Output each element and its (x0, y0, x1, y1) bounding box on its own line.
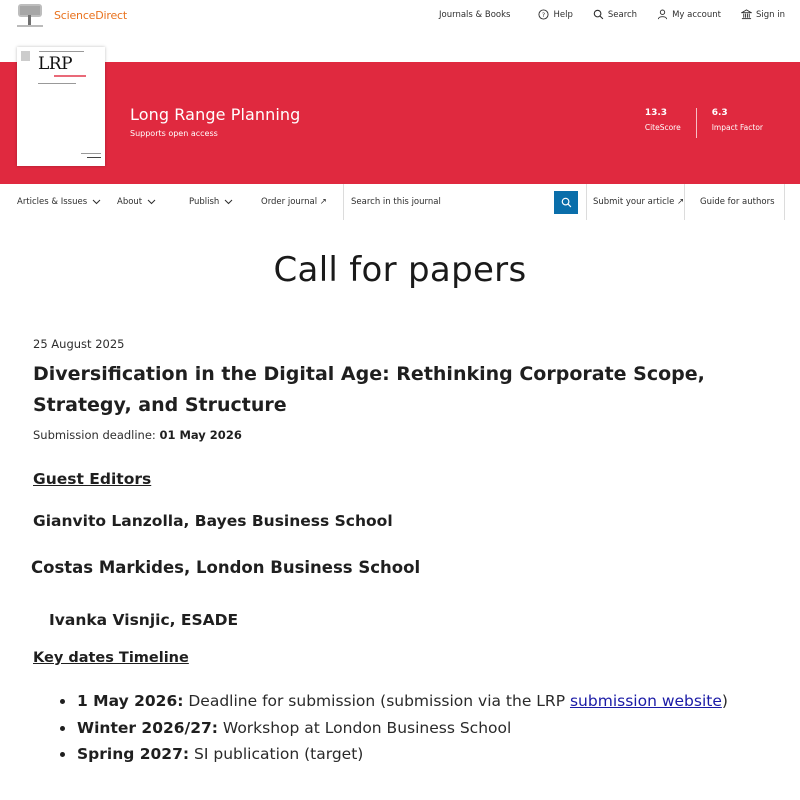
timeline-text-end: ) (721, 692, 728, 710)
citescore-value: 13.3 (644, 108, 668, 118)
cover-line (87, 157, 101, 158)
my-account-link[interactable] (657, 9, 721, 20)
timeline-item (60, 715, 728, 742)
sign-in-link[interactable] (741, 9, 785, 20)
guide-for-authors-label: Guide for authors (700, 197, 775, 207)
submission-website-link[interactable]: submission website (569, 692, 722, 710)
nav-divider (784, 184, 785, 220)
elsevier-tree-icon (16, 3, 44, 28)
journal-title[interactable]: Long Range Planning (130, 105, 301, 124)
search-icon (561, 197, 572, 208)
journals-books-link[interactable] (439, 10, 510, 20)
citescore-label: CiteScore (644, 123, 681, 132)
journal-navbar (0, 184, 800, 222)
top-navigation (439, 9, 785, 20)
journal-metrics (630, 108, 778, 138)
deadline-value: 01 May 2026 (159, 428, 242, 442)
chevron-down-icon (147, 199, 156, 205)
timeline-date: 1 May 2026: (77, 692, 184, 710)
sign-in-label: Sign in (756, 9, 785, 20)
journals-books-label: Journals & Books (439, 9, 511, 20)
journal-search-input[interactable] (344, 189, 552, 215)
institution-icon (741, 9, 752, 20)
help-label: Help (553, 9, 573, 20)
chevron-down-icon (224, 199, 233, 205)
cover-line (38, 83, 76, 84)
nav-articles-issues-label: Articles & Issues (17, 197, 88, 207)
key-dates-heading: Key dates Timeline (33, 650, 189, 666)
chevron-down-icon (92, 199, 101, 205)
nav-publish[interactable] (189, 197, 233, 207)
svg-text:?: ? (542, 10, 546, 19)
timeline-text: Workshop at London Business School (217, 718, 512, 737)
journal-cover[interactable] (17, 47, 105, 166)
nav-order-journal-label: Order journal ↗ (261, 197, 327, 207)
guest-editor: Costas Markides, London Business School (31, 558, 421, 577)
nav-publish-label: Publish (189, 197, 220, 207)
top-bar (0, 0, 800, 62)
deadline-label: Submission deadline: (33, 428, 160, 442)
timeline-item (60, 741, 728, 768)
timeline-date: Spring 2027: (77, 745, 190, 763)
journal-search-button[interactable] (554, 191, 578, 214)
timeline-date: Winter 2026/27: (77, 718, 218, 737)
search-icon (593, 9, 604, 20)
journal-banner (0, 62, 800, 184)
guest-editor: Ivanka Visnjic, ESADE (49, 611, 239, 629)
guide-for-authors-link[interactable] (700, 197, 775, 207)
publication-date: 25 August 2025 (33, 337, 125, 351)
elsevier-logo-icon (21, 51, 30, 61)
cover-title: LRP (38, 54, 73, 74)
submit-article-label: Submit your article ↗ (593, 197, 685, 207)
timeline-text: SI publication (target) (189, 745, 364, 763)
help-link[interactable] (538, 9, 572, 20)
key-dates-list (60, 688, 728, 768)
user-icon (657, 9, 668, 20)
submission-deadline (33, 428, 242, 442)
guest-editors-heading: Guest Editors (33, 470, 152, 488)
impact-factor-value: 6.3 (711, 108, 728, 118)
search-link[interactable] (593, 9, 637, 20)
guest-editor: Gianvito Lanzolla, Bayes Business School (33, 512, 393, 530)
sciencedirect-logo[interactable] (16, 3, 127, 28)
nav-order-journal[interactable] (261, 197, 327, 207)
impact-factor-label: Impact Factor (711, 123, 763, 132)
timeline-text: Deadline for submission (submission via the LRP (183, 692, 570, 710)
nav-about[interactable] (117, 197, 156, 207)
citescore-metric[interactable] (630, 108, 696, 138)
cover-line (39, 51, 84, 52)
my-account-label: My account (672, 9, 721, 20)
open-access-note[interactable]: Supports open access (130, 129, 218, 138)
submit-article-link[interactable] (593, 197, 684, 207)
nav-divider (586, 184, 587, 220)
cover-subtitle-line (54, 75, 86, 77)
timeline-item (60, 688, 728, 715)
cover-line (81, 153, 101, 154)
nav-articles-issues[interactable] (17, 197, 101, 207)
call-title: Diversification in the Digital Age: Rethinking Corporate Scope, Strategy, and Structure (33, 363, 705, 416)
page-title: Call for papers (273, 250, 527, 290)
brand-name: ScienceDirect (54, 9, 127, 22)
impact-factor-metric[interactable] (697, 108, 778, 138)
nav-divider (684, 184, 685, 220)
help-circle-icon (538, 9, 549, 20)
nav-about-label: About (117, 197, 143, 207)
search-label: Search (607, 9, 638, 20)
